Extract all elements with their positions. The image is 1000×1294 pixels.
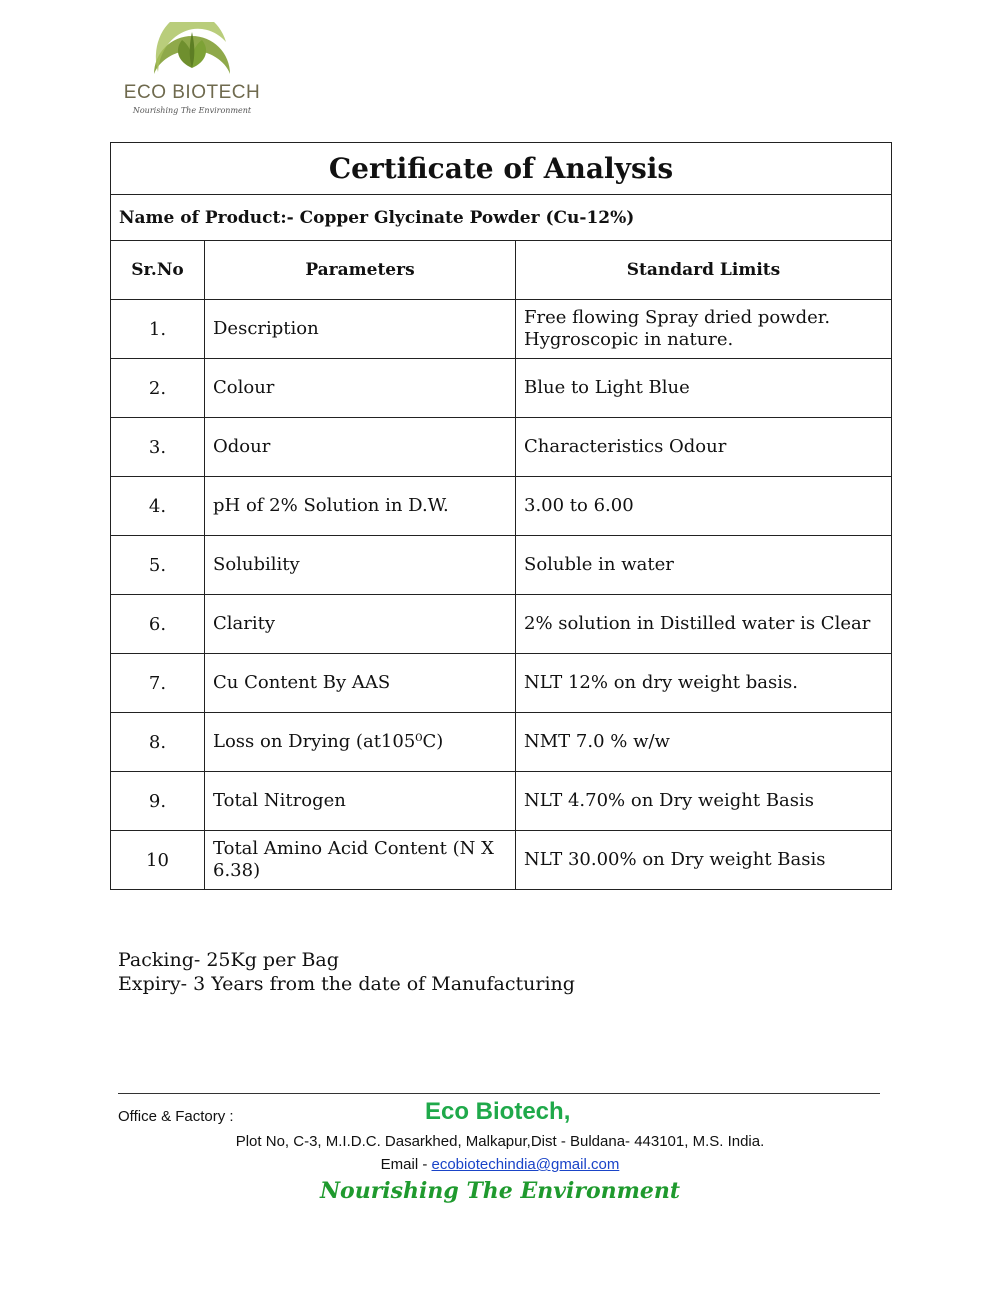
header-sr-no: Sr.No [111, 241, 205, 300]
row-sr: 3. [111, 418, 205, 477]
row-limit: NLT 4.70% on Dry weight Basis [516, 772, 892, 831]
row-parameter: Total Nitrogen [205, 772, 516, 831]
email-label: Email - [380, 1156, 432, 1173]
row-parameter: Loss on Drying (at105⁰C) [205, 713, 516, 772]
row-sr: 9. [111, 772, 205, 831]
table-row [111, 300, 892, 359]
footer-email-line [0, 1156, 1000, 1173]
row-sr: 10 [111, 831, 205, 890]
row-parameter: Odour [205, 418, 516, 477]
row-sr: 2. [111, 359, 205, 418]
row-sr: 8. [111, 713, 205, 772]
row-parameter: pH of 2% Solution in D.W. [205, 477, 516, 536]
row-parameter: Total Amino Acid Content (N X 6.38) [205, 831, 516, 890]
certificate-title: Certificate of Analysis [111, 143, 892, 195]
row-sr: 6. [111, 595, 205, 654]
table-row [111, 654, 892, 713]
table-row [111, 418, 892, 477]
footer-slogan: Nourishing The Environment [319, 1178, 681, 1204]
header-standard-limits: Standard Limits [516, 241, 892, 300]
footer-address: Plot No, C-3, M.I.D.C. Dasarkhed, Malkapur,Dist - Buldana- 443101, M.S. India. [235, 1133, 765, 1150]
table-row [111, 595, 892, 654]
table-row [111, 713, 892, 772]
product-name: Name of Product:- Copper Glycinate Powder (Cu-12%) [111, 195, 892, 241]
packing-notes [118, 948, 575, 996]
logo-name: ECO BIOTECH [123, 82, 261, 103]
row-limit: Characteristics Odour [516, 418, 892, 477]
office-label: Office & Factory : [118, 1108, 234, 1125]
table-row [111, 536, 892, 595]
row-limit: Free flowing Spray dried powder. Hygroscopic in nature. [516, 300, 892, 359]
row-parameter: Colour [205, 359, 516, 418]
row-limit: 2% solution in Distilled water is Clear [516, 595, 892, 654]
leaf-emblem-icon [148, 22, 236, 82]
table-row [111, 477, 892, 536]
email-link[interactable]: ecobiotechindia@gmail.com [431, 1156, 620, 1173]
row-sr: 5. [111, 536, 205, 595]
table-row [111, 772, 892, 831]
row-parameter: Solubility [205, 536, 516, 595]
row-limit: Blue to Light Blue [516, 359, 892, 418]
header-parameters: Parameters [205, 241, 516, 300]
packing-text: Packing- 25Kg per Bag [118, 949, 339, 971]
row-limit: NLT 12% on dry weight basis. [516, 654, 892, 713]
footer-company-name: Eco Biotech, [425, 1098, 571, 1125]
row-limit: Soluble in water [516, 536, 892, 595]
company-logo [112, 22, 272, 122]
row-sr: 1. [111, 300, 205, 359]
expiry-text: Expiry- 3 Years from the date of Manufacturing [118, 973, 575, 995]
table-row [111, 359, 892, 418]
table-row [111, 831, 892, 890]
row-sr: 7. [111, 654, 205, 713]
row-limit: 3.00 to 6.00 [516, 477, 892, 536]
footer-divider [118, 1093, 880, 1094]
table-header-row [111, 241, 892, 300]
analysis-table [110, 142, 892, 890]
row-sr: 4. [111, 477, 205, 536]
row-parameter: Description [205, 300, 516, 359]
row-parameter: Clarity [205, 595, 516, 654]
row-limit: NLT 30.00% on Dry weight Basis [516, 831, 892, 890]
logo-tagline: Nourishing The Environment [132, 106, 252, 115]
row-limit: NMT 7.0 % w/w [516, 713, 892, 772]
row-parameter: Cu Content By AAS [205, 654, 516, 713]
